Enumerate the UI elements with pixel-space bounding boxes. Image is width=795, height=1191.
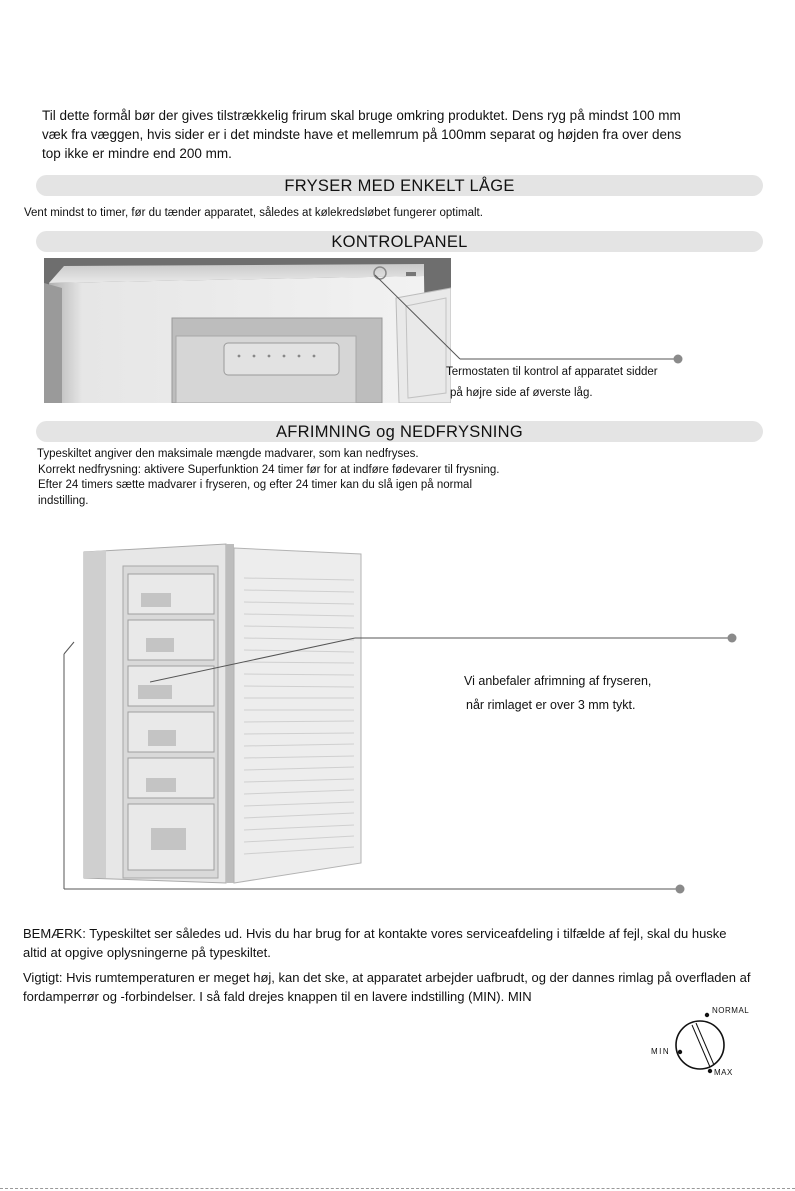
note-paragraph <box>23 924 727 962</box>
thermostat-pointer <box>370 265 690 365</box>
defrost-line-1: Typeskiltet angiver den maksimale mængde madvarer, som kan nedfryses. <box>37 448 419 460</box>
intro-paragraph <box>42 106 681 163</box>
typeplate-pointer <box>56 640 696 900</box>
defrost-line-3: Efter 24 timers sætte madvarer i fryseren, og efter 24 timer kan du slå igen på normal <box>38 479 472 491</box>
defrost-callout-line-1: Vi anbefaler afrimning af fryseren, <box>464 674 652 688</box>
section-heading-control-panel: KONTROLPANEL <box>36 231 763 252</box>
note-line-1: BEMÆRK: Typeskiltet ser således ud. Hvis du har brug for at kontakte vores serviceafdeling i tilfælde af fejl, skal du huske <box>23 926 727 941</box>
intro-line-2: væk fra væggen, hvis sider er i det mindste have et mellemrum på 100mm separat og højden fra over dens <box>42 127 682 142</box>
section-heading-defrost: AFRIMNING og NEDFRYSNING <box>36 421 763 442</box>
dial-graphic <box>650 1005 750 1080</box>
page-bottom-rule <box>0 1188 795 1189</box>
important-paragraph <box>23 968 750 1006</box>
important-line-2: fordamperrør og -forbindelser. I så fald drejes knappen til en lavere indstilling (MIN). MIN <box>23 989 532 1004</box>
important-line-1: Vigtigt: Hvis rumtemperaturen er meget høj, kan det ske, at apparatet arbejder uafbrudt, og der dannes rimlag på overfladen af <box>23 970 751 985</box>
dial-min-label: MIN <box>651 1047 671 1056</box>
section-heading-freezer: FRYSER MED ENKELT LÅGE <box>36 175 763 196</box>
note-line-2: altid at opgive oplysningerne på typeskiltet. <box>23 945 271 960</box>
section-freezer-text: Vent mindst to timer, før du tænder apparatet, således at kølekredsløbet fungerer optimalt. <box>24 207 483 219</box>
intro-line-1: Til dette formål bør der gives tilstrækkelig frirum skal bruge omkring produktet. Dens ryg på mindst 100 mm <box>42 108 681 123</box>
dial-normal-label: NORMAL <box>712 1006 750 1015</box>
thermostat-dial <box>650 1005 750 1080</box>
intro-line-3: top ikke er mindre end 200 mm. <box>42 146 232 161</box>
thermostat-callout-line-2: på højre side af øverste låg. <box>450 386 593 399</box>
defrost-line-2: Korrekt nedfrysning: aktivere Superfunktion 24 timer før for at indføre fødevarer til frysning. <box>38 463 500 476</box>
defrost-text <box>37 447 499 509</box>
thermostat-callout <box>446 365 658 401</box>
thermostat-callout-line-1: Termostaten til kontrol af apparatet sidder <box>446 366 658 378</box>
defrost-callout-line-2: når rimlaget er over 3 mm tykt. <box>466 698 636 712</box>
dial-max-label: MAX <box>714 1068 733 1077</box>
defrost-line-4: indstilling. <box>38 494 89 507</box>
